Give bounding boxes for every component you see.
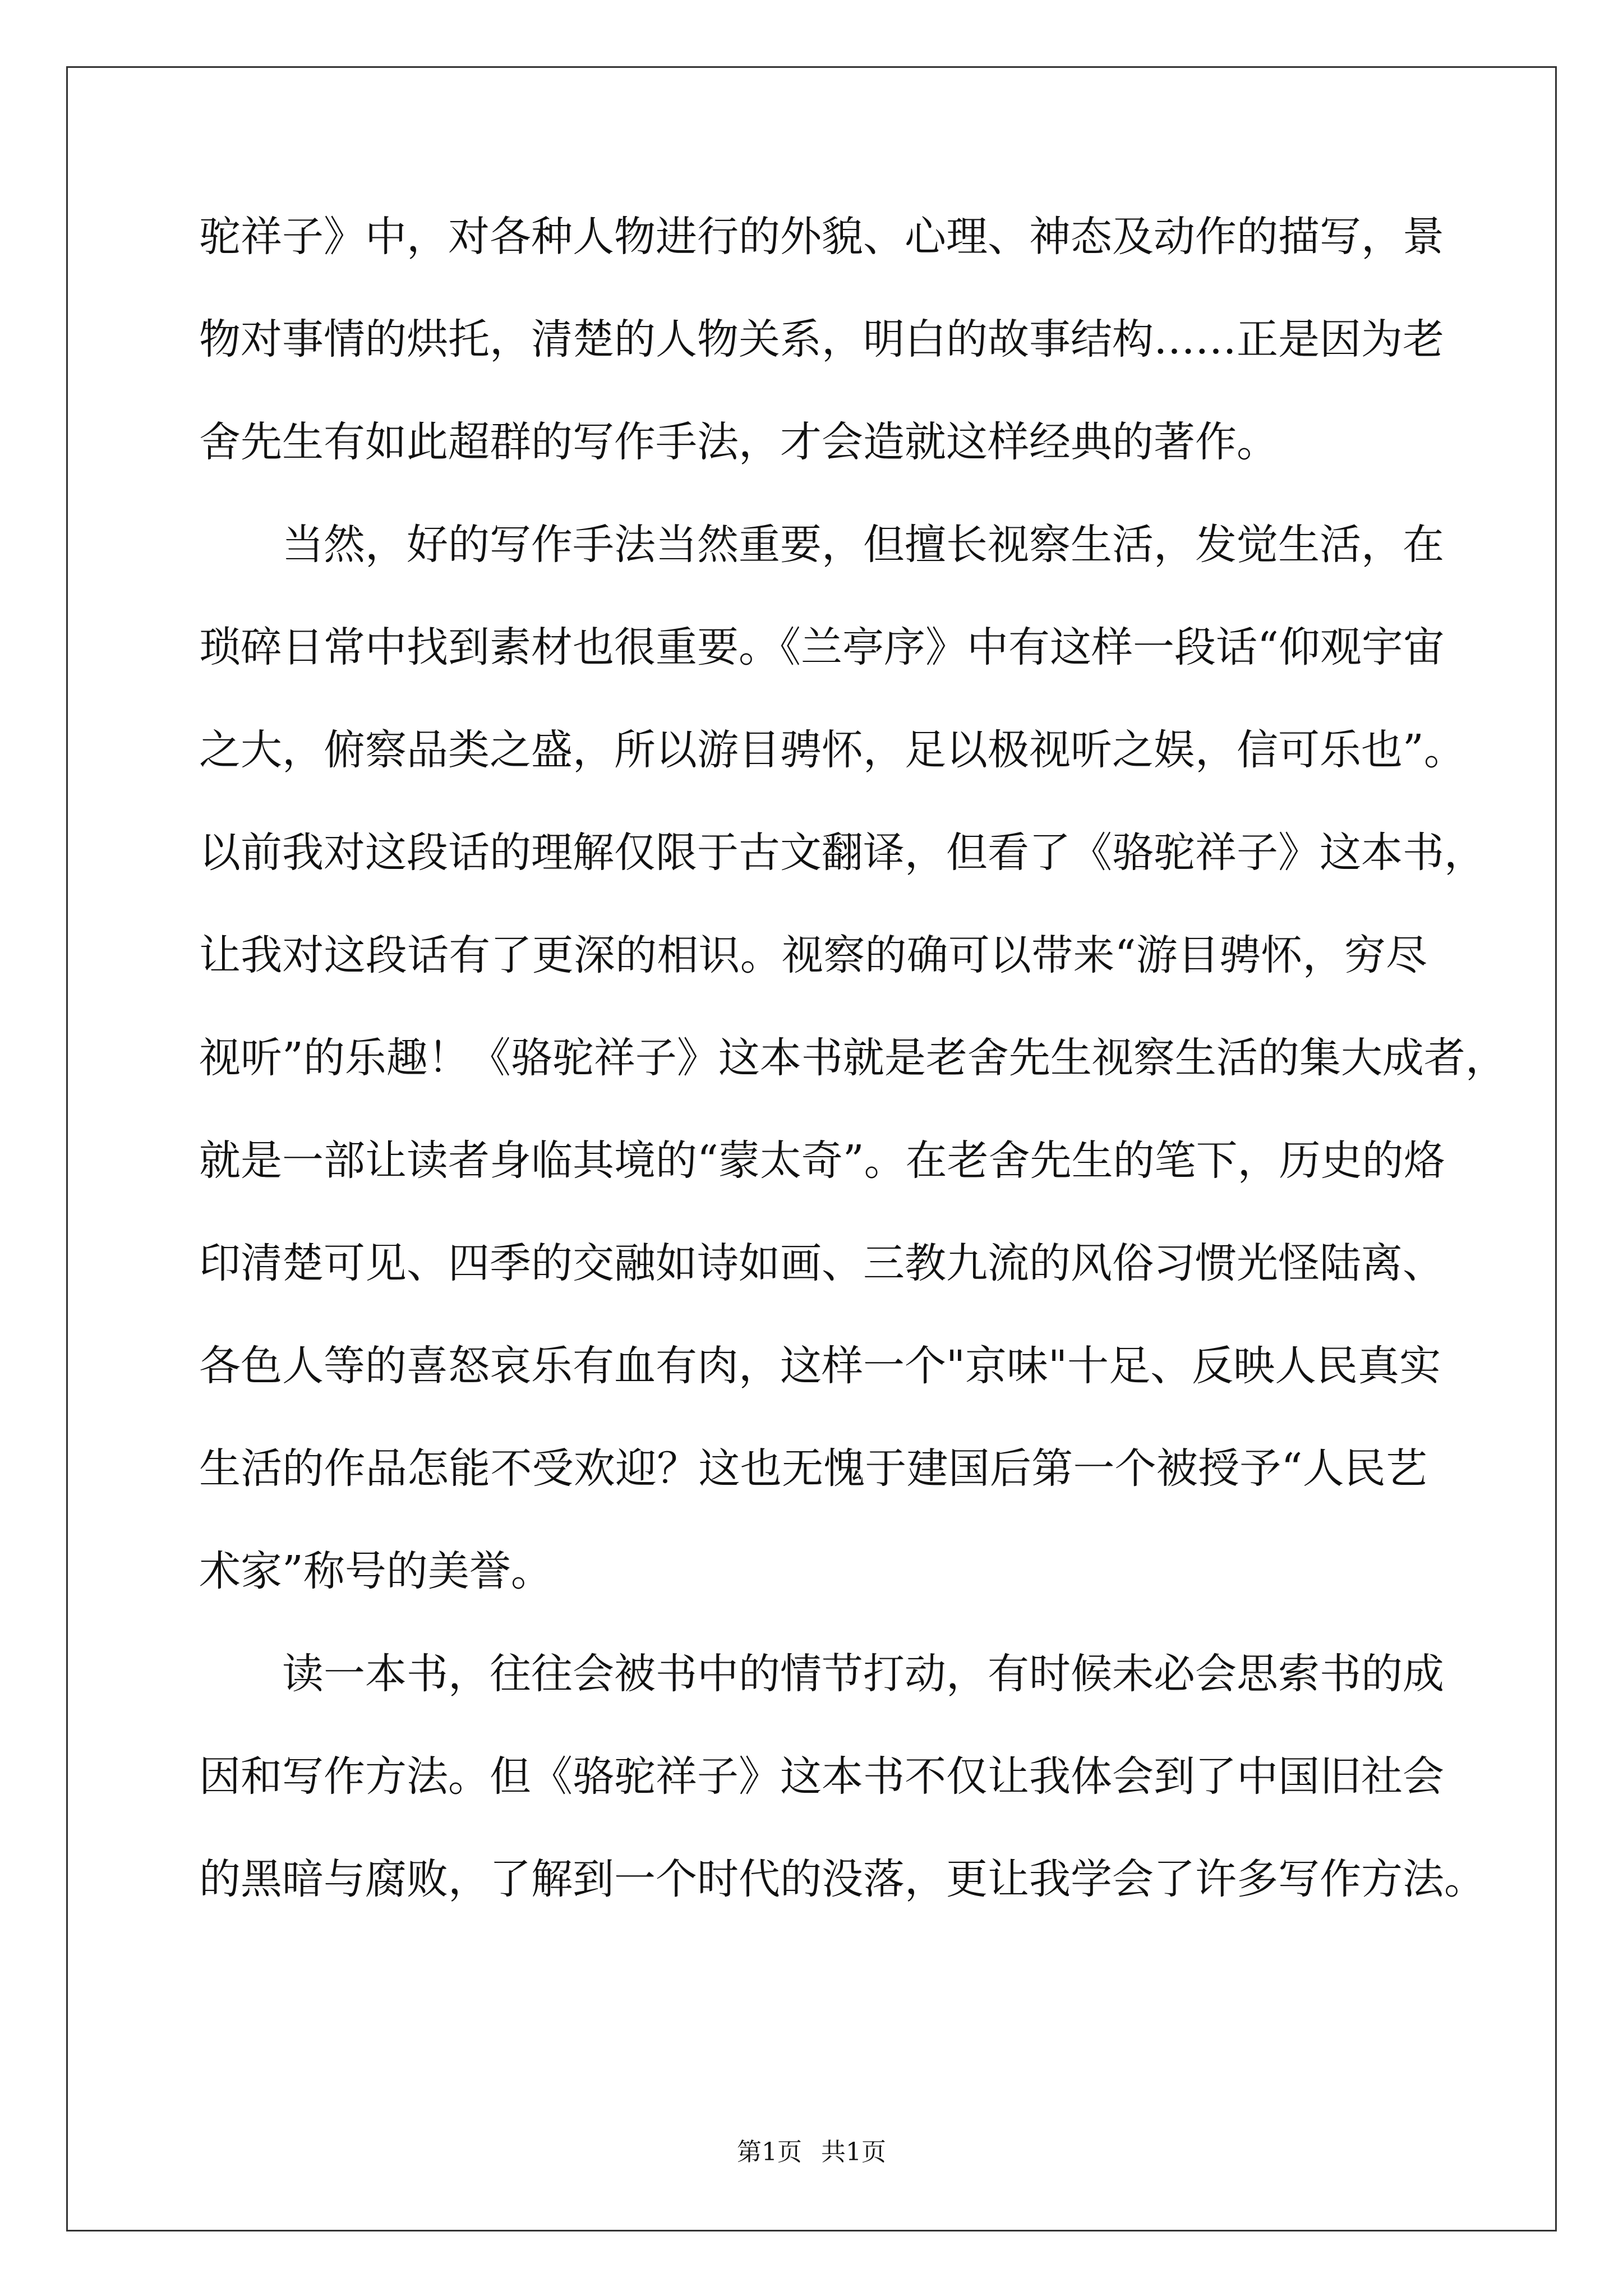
- page-total: 共1页: [821, 2138, 886, 2166]
- page-number: 第1页: [737, 2138, 802, 2166]
- text-line: 当然，好的写作手法当然重要，但擅长视察生活，发觉生活，在: [282, 521, 1444, 569]
- text-line: 就是一部让读者身临其境的“蒙太奇”。在老舍先生的笔下，历史的烙: [199, 1137, 1445, 1185]
- text-line: 生活的作品怎能不受欢迎？这也无愧于建国后第一个被授予“人民艺: [199, 1444, 1427, 1493]
- text-line: 舍先生有如此超群的写作手法，才会造就这样经典的著作。: [199, 418, 1278, 466]
- text-line: 驼祥子》中，对各种人物进行的外貌、心理、神态及动作的描写，景: [199, 213, 1444, 261]
- text-line: 让我对这段话有了更深的相识。视察的确可以带来“游目骋怀，穷尽: [199, 931, 1427, 979]
- text-line: 物对事情的烘托，清楚的人物关系，明白的故事结构……正是因为老: [199, 315, 1444, 364]
- text-line: 之大，俯察品类之盛，所以游目骋怀，足以极视听之娱，信可乐也”。: [199, 726, 1465, 774]
- document-body: [199, 213, 1507, 1961]
- page-footer: [0, 2132, 1623, 2168]
- text-line: 的黑暗与腐败，了解到一个时代的没落，更让我学会了许多写作方法。: [199, 1855, 1486, 1903]
- text-line: 各色人等的喜怒哀乐有血有肉，这样一个"京味"十足、反映人民真实: [199, 1342, 1441, 1390]
- text-line: 印清楚可见、四季的交融如诗如画、三教九流的风俗习惯光怪陆离、: [199, 1239, 1444, 1287]
- text-line: 以前我对这段话的理解仅限于古文翻译，但看了《骆驼祥子》这本书，: [199, 829, 1486, 877]
- text-line: 因和写作方法。但《骆驼祥子》这本书不仅让我体会到了中国旧社会: [199, 1752, 1444, 1801]
- text-line: 视听”的乐趣！《骆驼祥子》这本书就是老舍先生视察生活的集大成者，: [199, 1034, 1507, 1082]
- text-line: 读一本书，往往会被书中的情节打动，有时候未必会思索书的成: [282, 1650, 1444, 1698]
- text-line: 琐碎日常中找到素材也很重要。《兰亭序》中有这样一段话“仰观宇宙: [199, 623, 1445, 671]
- text-line: 术家”称号的美誉。: [199, 1547, 552, 1595]
